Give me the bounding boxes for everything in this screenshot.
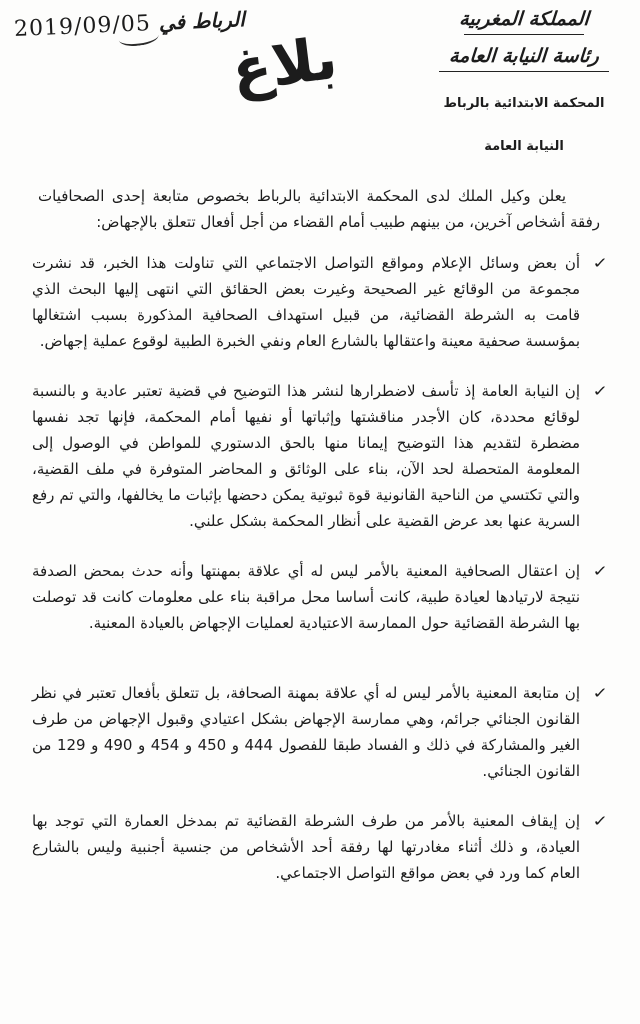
bullet-item — [32, 378, 609, 534]
prosecution-presidency-title: رئاسة النيابة العامة — [448, 44, 600, 67]
bullet-text: إن متابعة المعنية بالأمر ليس له أي علاقة بمهنة الصحافة، بل تتعلق بأفعال تعتبر في نظر القانون الجنائي جرائم، وهي ممارسة الإجهاض بشكل اعتيادي وقبول الإجهاض من طرف الغير والمشاركة في ذلك و الفساد طبقا للفصول 444 و 450 و 454 و 490 و 129 من القانون الجنائي. — [32, 684, 581, 780]
prosecution-office-name: النيابة العامة — [484, 138, 564, 154]
court-name: المحكمة الابتدائية بالرباط — [443, 95, 605, 111]
date-day: 05 — [120, 11, 152, 38]
place-label: الرباط في — [158, 6, 246, 35]
document-body — [32, 183, 609, 886]
intro-paragraph: يعلن وكيل الملك لدى المحكمة الابتدائية بالرباط بخصوص متابعة إحدى الصحافيات رفقة أشخاص آخرين، من بينهم طبيب أمام القضاء من أجل أفعال تتعلق بالإجهاض: — [38, 187, 600, 231]
letterhead — [414, 8, 634, 154]
communique-title: بلاغ — [227, 23, 341, 105]
letterhead-rule — [464, 34, 584, 35]
bullet-item — [32, 250, 609, 354]
bullet-item — [32, 680, 609, 784]
letterhead-rule — [439, 71, 609, 72]
checkmark-icon: ✓ — [592, 254, 609, 272]
checkmark-icon: ✓ — [592, 684, 609, 702]
kingdom-title: المملكة المغربية — [458, 8, 590, 30]
bullet-text: إن اعتقال الصحافية المعنية بالأمر ليس له أي علاقة بمهنتها وأنه حدث بمحض الصدفة نتيجة لارتيادها لعيادة طبية، كانت أساسا محل مراقبة بناء على معلومات كانت قد توصلت بها الشرطة القضائية حول الممارسة الاعتيادية لعمليات الإجهاض بالعيادة المعنية. — [32, 562, 580, 632]
bullet-text: إن النيابة العامة إذ تأسف لاضطرارها لنشر هذا التوضيح في قضية تعتبر عادية و بالنسبة لوقائع محددة، كان الأجدر مناقشتها وإثباتها أو نفيها أمام المحكمة، فإنها تجد نفسها مضطرة لتقديم هذا التوضيح إيمانا منها بالحق الدستوري للمواطن في الوصول إلى المعلومة المتحصلة لحد الآن، بناء على الوثائق و المحاضر المتوفرة في ملف القضية، والتي تكتسي من الناحية القانونية قوة ثبوتية يمكن دحضها بإثبات ما يخالفها، والتي تم رفع السرية عنها بعد عرض القضية على أنظار المحكمة بشكل علني. — [32, 382, 580, 530]
bullet-text: إن إيقاف المعنية بالأمر من طرف الشرطة القضائية تم بمدخل العمارة التي توجد بها العيادة، و ذلك أثناء مغادرتها لها رفقة أحد الأشخاص من جنسية أجنبية وليس بالشارع العام كما ورد في بعض مواقع التواصل الاجتماعي. — [32, 812, 580, 882]
bullet-item — [32, 558, 609, 636]
bullet-text: أن بعض وسائل الإعلام ومواقع التواصل الاجتماعي التي تناولت هذا الخبر، قد نشرت مجموعة من الوقائع غير الصحيحة وغيرت بعض الحقائق التي انتهى إليها البحث الذي قامت به الشرطة القضائية، من قبيل استهداف الصحافية المذكورة بسبب اشتغالها بمؤسسة صحفية معينة واعتقالها بالشارع العام ونفي الخبرة الطبية لوقوع عملية إجهاض. — [32, 254, 580, 350]
bullet-item — [32, 808, 609, 886]
checkmark-icon: ✓ — [592, 382, 609, 400]
checkmark-icon: ✓ — [592, 812, 609, 830]
date-value — [14, 11, 152, 42]
bullet-list — [32, 250, 609, 886]
date-line — [14, 7, 246, 42]
date-year-month: 2019/09/ — [13, 12, 122, 43]
checkmark-icon: ✓ — [592, 562, 609, 580]
